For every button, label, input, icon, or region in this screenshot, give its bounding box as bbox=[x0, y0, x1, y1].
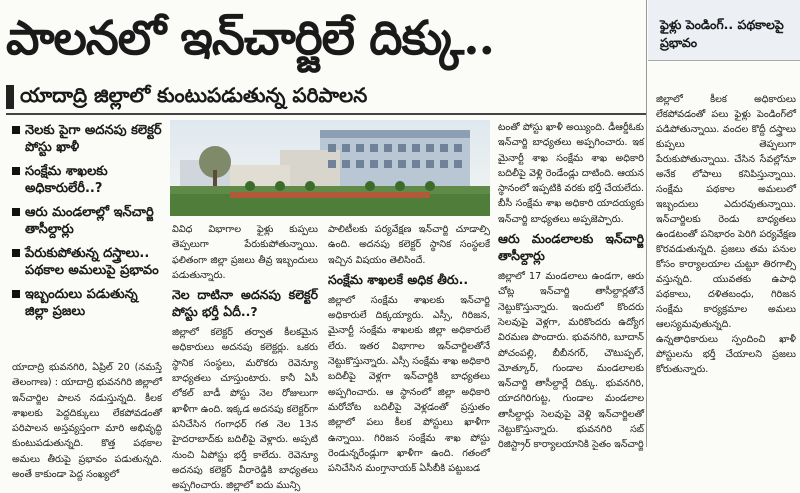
article-column-4 bbox=[498, 120, 644, 451]
sidebar-story bbox=[648, 0, 800, 447]
highlight-item: ఇబ్బందులు పడుతున్న జిల్లా ప్రజలు bbox=[12, 286, 162, 320]
column-3-intro: పాలిటీలకు పర్యవేక్షణ ఇన్‌చార్జి చూడాల్సి ఉంది. అదనపు కలెక్టర్ స్థానిక సంస్థలకే ఇచ్చిన విషయం తెలిసిందే. bbox=[328, 224, 490, 266]
square-bullet-icon bbox=[12, 126, 20, 134]
highlight-item: సంక్షేమ శాఖలకు అధికారులేరీ..? bbox=[12, 163, 162, 197]
column-2-intro: వివిధ విభాగాల ఫైళ్లు కుప్పలు తెప్పలుగా పేరుకుపోతున్నాయి. ఫలితంగా జిల్లా ప్రజలు తీవ్ర ఇబ్బందులు పడుతున్నారు. bbox=[172, 224, 318, 281]
section-heading-collector-post: నెల దాటినా అదనపు కలెక్టర్ పోస్టు భర్తీ ఏదీ..? bbox=[172, 287, 318, 320]
sidebar-text: జిల్లాలో కీలక అధికారులు లేకపోవడంతో పలు ఫైళ్లు పెండింగ్‌లో పడిపోతున్నాయి. వందల కొద్దీ దస్త్రాలు కుప్పలు తెప్పలుగా పేరుకుపోతున్నాయి. చేసిన సేవల్లోనూ అనేక లోపాలు కనిపిస్తున్నాయి. సంక్షేమ పథకాల అమలులో ఇబ్బందులు ఎదురవుతున్నాయి. ఇన్‌చార్జిలకు రెండు బాధ్యతలు ఉండటంతో పనిభారం పెరిగి పర్యవేక్షణ కొరవడుతున్నది. ప్రజలు తమ పనుల కోసం కార్యాలయాల చుట్టూ తిరగాల్సి వస్తున్నది. యువతకు ఉపాధి పథకాలు, దళితబంధు, గిరిజన సంక్షేమ కార్యక్రమాల అమలు ఆలస్యమవుతున్నది. ఉన్నతాధికారులు స్పందించి ఖాళీ పోస్టులను భర్తీ చేయాలని ప్రజలు కోరుతున్నారు. bbox=[656, 94, 796, 375]
section-heading-welfare-departments: సంక్షేమ శాఖలకే అధిక తీరు.. bbox=[328, 271, 469, 287]
article-column-3 bbox=[328, 222, 490, 475]
subheadline: యాదాద్రి జిల్లాలో కుంటుపడుతున్న పరిపాలన bbox=[20, 82, 368, 107]
square-bullet-icon bbox=[12, 290, 20, 298]
square-bullet-icon bbox=[12, 167, 20, 175]
sidebar-divider bbox=[646, 0, 647, 447]
sidebar-heading: ఫైళ్లు పెండింగ్‌.. పథకాలపై ప్రభావం bbox=[648, 0, 800, 61]
subhead-marker bbox=[6, 85, 14, 109]
sidebar-body bbox=[656, 92, 796, 377]
column-2-text: జిల్లాలో కలెక్టర్ తర్వాత కీలకమైన అధికారులు అదనపు కలెక్టర్లు. ఒకరు స్థానిక సంస్థలు, మరొకరు రెవెన్యూ బాధ్యతలు చూస్తుంటారు. కానీ ఏసీ లోకల్ బాడీ పోస్టు నెల రోజులుగా ఖాళీగా ఉంది. ఇక్కడ అదనపు కలెక్టర్‌గా పనిచేసిన గంగాధర్ గత నెల 13న హైదరాబాద్‌కు బదిలీపై వెళ్లారు. అప్పటి నుంచి ఏపోస్టు భర్తీ కాలేదు. రెవెన్యూ అదనపు కలెక్టర్ వీరారెడ్డికి బాధ్యతలు అప్పగించారు. జిల్లాలో ఐదు మున్సి bbox=[172, 327, 318, 492]
article-column-1 bbox=[12, 360, 162, 481]
column-3-text: జిల్లాలో సంక్షేమ శాఖలకు ఇన్‌చార్జి అధికారులే దిక్కయ్యారు. ఎస్సీ, గిరిజన, మైనార్టీ సంక్షేమ శాఖలకు జిల్లా అధికారులే లేరు. ఇతర విభాగాల ఇన్‌చార్జిలతోనే నెట్టుకొస్తున్నారు. ఎస్సీ సంక్షేమ శాఖ అధికారి బదిలీపై వెళ్లగా ఇన్‌చార్జికి బాధ్యతలు అప్పగించారు. ఆ స్థానంలో జిల్లా అధికారి మరోచోట బదిలీపై వెళ్లడంతో ప్రస్తుతం జిల్లాలో పలు కీలక పోస్టులు ఖాళీగా ఉన్నాయి. గిరిజన సంక్షేమ శాఖ పోస్టు రెండున్నరేండ్లుగా ఖాళీగా ఉంది. గతంలో పనిచేసిన మంగ్తానాయక్ ఏసీబీకి పట్టుబడ bbox=[328, 294, 490, 475]
subhead-bar bbox=[6, 82, 646, 112]
column-4-text: జిల్లాలో 17 మండలాలు ఉండగా, ఆరు చోట్ల ఇన్‌చార్జి తాసీల్దార్లతోనే నెట్టుకొస్తున్నారు. ఇందులో కొందరు సెలవుపై వెళ్లగా, మరికొందరు ఉద్యోగ విరమణ పొందారు. భువనగిరి, బూదాన్ పోచంపల్లి, బీబీనగర్, చౌటుప్పల్, మోత్కూర్, గుండాల మండలాలకు ఇన్‌చార్జి తాసీల్దార్లే దిక్కు. భువనగిరి, యాదగిరిగుట్ట, గుండాల మండలాల తాసీల్దార్లు సెలవుపై వెళ్లి ఇన్‌చార్జిలతో నెట్టుకొస్తున్నారు. భువనగిరి సబ్ రిజిస్ట్రార్ కార్యాలయానికి సైతం ఇన్‌చార్జి bbox=[498, 271, 644, 451]
section-heading-incharge-tahsildars: ఆరు మండలాలకు ఇన్‌చార్జి తాసీల్దార్లు bbox=[498, 231, 644, 264]
column-4-intro: టంతో పోస్టు ఖాళీ అయ్యింది. డీఆర్డీఓకు ఇన్‌చార్జి బాధ్యతలు అప్పగించారు. ఇక మైనార్టీ శాఖ సంక్షేమ శాఖ అధికారి బదిలీపై వెళ్లి రెండేండ్లు దాటింది. ఆయన స్థానంలో ఇప్పటికి వరకు భర్తీ చేయలేదు. బీసీ సంక్షేమ శాఖ అధికారి యాదయ్యకు ఇన్‌చార్జి బాధ్యతలు అప్పజెప్పారు. bbox=[498, 122, 644, 225]
column-1-text: యాదాద్రి భువనగిరి, ఏప్రిల్ 20 (నమస్తే తెలంగాణ) : యాదాద్రి భువనగిరి జిల్లాలో ఇన్‌చార్జిల పాలన నడుస్తున్నది. కీలక శాఖలకు పెద్దదిక్కులు లేకపోవడంతో పరిపాలన అస్తవ్యస్తంగా మారి అభివృద్ధి కుంటుపడుతున్నది. కొత్త పథకాల అమలు తీరుపై ప్రభావం పడుతున్నది. అంతే కాకుండా పెద్ద సంఖ్యలో bbox=[12, 362, 162, 481]
highlight-item: నెలకు పైగా అదనపు కలెక్టర్ పోస్టు ఖాళీ bbox=[12, 122, 162, 156]
headline: పాలనలో ఇన్‌చార్జిలే దిక్కు.. bbox=[6, 11, 494, 66]
highlight-item: పేరుకుపోతున్న దస్త్రాలు.. పథకాల అమలుపై ప్రభావం bbox=[12, 245, 162, 279]
collectorate-building-photo bbox=[170, 120, 490, 216]
square-bullet-icon bbox=[12, 249, 20, 257]
article-column-2 bbox=[172, 222, 318, 492]
square-bullet-icon bbox=[12, 208, 20, 216]
highlight-item: ఆరు మండలాల్లో ఇన్‌చార్జి తాసీల్దార్లు bbox=[12, 204, 162, 238]
headline-rule bbox=[6, 113, 646, 115]
